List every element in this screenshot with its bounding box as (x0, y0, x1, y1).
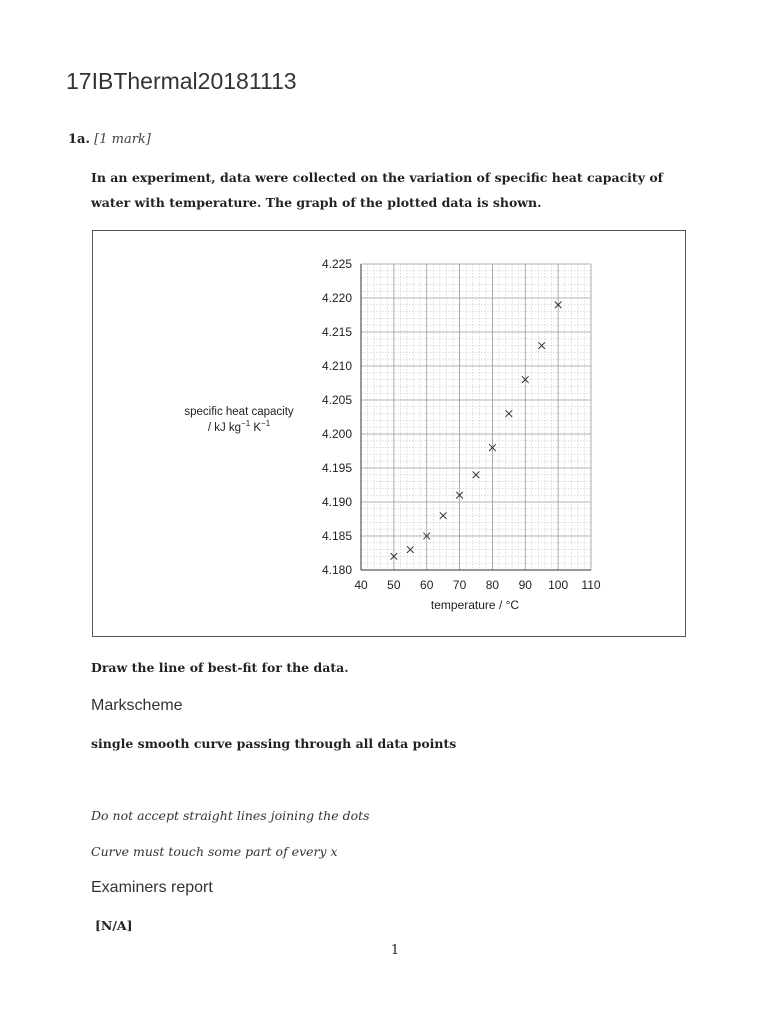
examiners-report-heading: Examiners report (91, 879, 213, 896)
scatter-chart (93, 231, 687, 638)
x-axis-label: temperature / °C (430, 598, 520, 612)
figure-box (92, 230, 686, 637)
markscheme-note-1: Do not accept straight lines joining the dots (91, 808, 370, 823)
y-tick-label: 4.180 (321, 563, 352, 577)
x-tick-label: 60 (420, 578, 434, 592)
minor-gridlines (361, 264, 591, 570)
question-instruction: Draw the line of best-fit for the data. (91, 660, 349, 675)
y-axis-label-sup-a: −1 (241, 419, 251, 428)
y-tick-labels (322, 257, 352, 577)
y-tick-label: 4.205 (321, 393, 352, 407)
x-tick-label: 50 (387, 578, 401, 592)
x-tick-label: 80 (485, 578, 500, 592)
x-tick-labels (354, 578, 601, 592)
question-prompt: In an experiment, data were collected on the variation of specific heat capacity of water with temperature. The graph of the plotted data is shown. (91, 170, 664, 210)
page-number: 1 (390, 943, 400, 958)
examiners-report-text: [N/A] (95, 918, 133, 933)
y-tick-label: 4.195 (321, 461, 352, 475)
y-tick-label: 4.220 (321, 291, 352, 305)
x-tick-label: 40 (354, 578, 368, 592)
data-points (391, 302, 562, 560)
y-tick-label: 4.200 (321, 427, 352, 441)
x-tick-label: 100 (548, 578, 569, 592)
y-axis-label-line1: specific heat capacity (184, 406, 294, 418)
markscheme-text: single smooth curve passing through all data points (91, 736, 457, 751)
question-header (68, 132, 151, 147)
y-tick-label: 4.190 (321, 495, 352, 509)
y-tick-label: 4.215 (321, 325, 352, 339)
y-axis-label-unit-a: / kJ kg (207, 422, 242, 434)
y-tick-label: 4.225 (321, 257, 352, 271)
y-tick-label: 4.210 (321, 359, 352, 373)
x-tick-label: 110 (581, 578, 601, 592)
y-axis-label-unit-b: K (250, 422, 262, 434)
y-tick-label: 4.185 (321, 529, 352, 543)
x-tick-label: 90 (518, 578, 532, 592)
markscheme-heading: Markscheme (91, 697, 183, 714)
document-title: 17IBThermal20181113 (66, 68, 297, 94)
y-axis-label-line2 (208, 419, 271, 434)
markscheme-note-2: Curve must touch some part of every x (91, 844, 338, 859)
chart-axes (361, 264, 591, 570)
y-axis-label-sup-b: −1 (261, 419, 271, 428)
x-tick-label: 70 (452, 578, 467, 592)
question-marks: [1 mark] (94, 132, 151, 147)
major-gridlines (361, 264, 591, 570)
question-number: 1a. (68, 132, 90, 147)
